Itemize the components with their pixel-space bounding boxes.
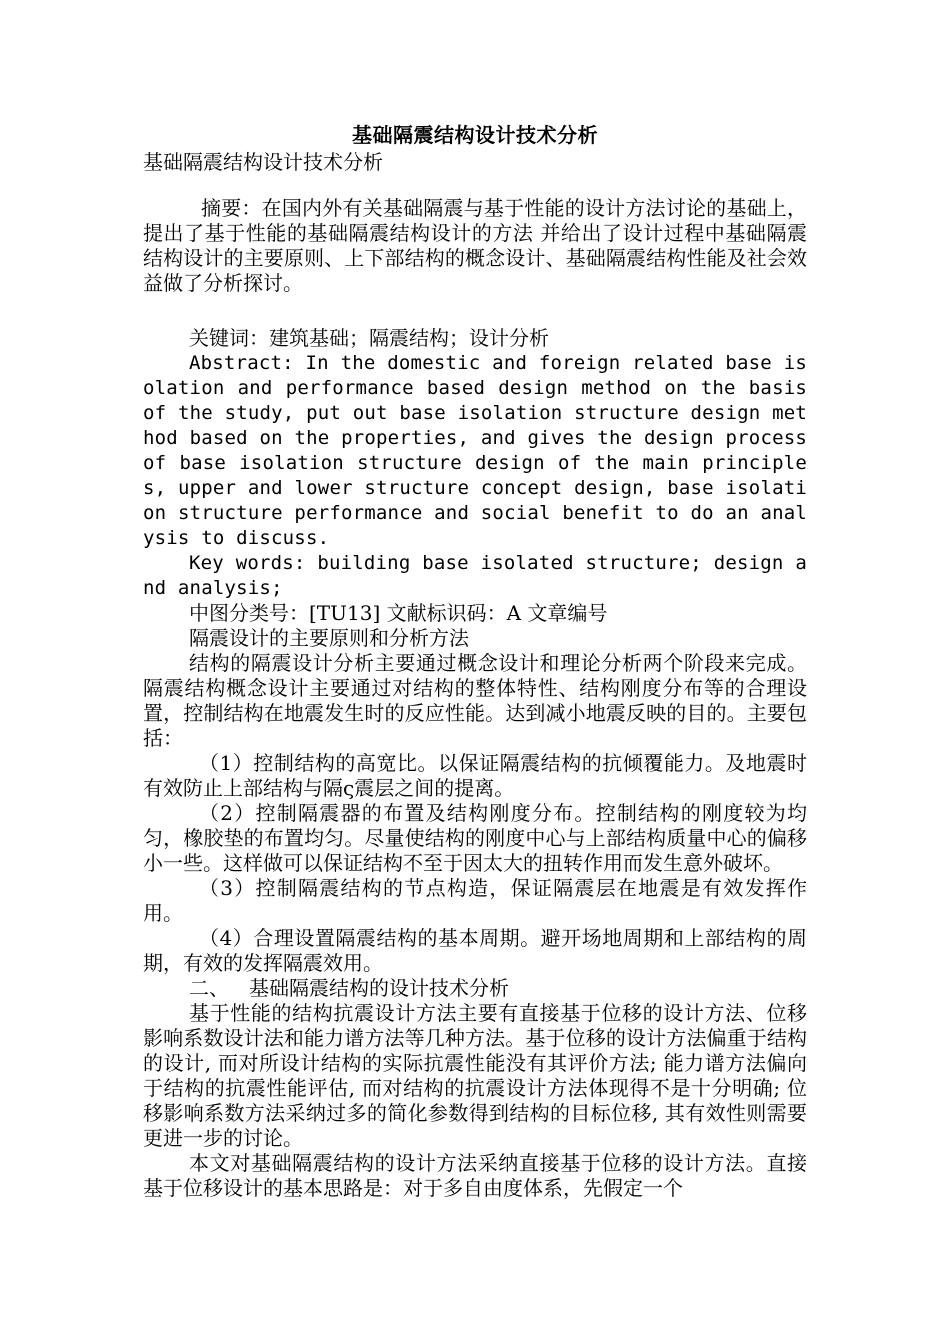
abstract-english: Abstract: In the domestic and foreign related base isolation and performance based design method on the basis of the study, put out base isolation structure design method based on the properties, and gives the design process of base isolation structure design of the main principles, upper and lower structure concept design, base isolation structure performance and social benefit to do an analysis to discuss. bbox=[143, 352, 807, 549]
document-page bbox=[143, 120, 807, 1201]
document-title: 基础隔震结构设计技术分析 bbox=[352, 123, 598, 147]
section2-paragraph-1: 基于性能的结构抗震设计方法主要有直接基于位移的设计方法、位移影响系数设计法和能力谱方法等几种方法。基于位移的设计方法偏重于结构的设计, 而对所设计结构的实际抗震性能没有其评价方法; 能力谱方法偏向于结构的抗震性能评估, 而对结构的抗震设计方法体现得不是十分明确; 位移影响系数方法采纳过多的简化参数得到结构的目标位移, 其有效性则需要更进一步的讨论。 bbox=[143, 1001, 807, 1150]
section2-number: 二、 bbox=[189, 976, 229, 1000]
principle-item-3: （3）控制隔震结构的节点构造，保证隔震层在地震是有效发挥作用。 bbox=[143, 876, 807, 925]
document-subtitle: 基础隔震结构设计技术分析 bbox=[143, 150, 383, 174]
section2-heading-line bbox=[143, 976, 807, 1001]
keywords-chinese: 关键词：建筑基础；隔震结构；设计分析 bbox=[189, 326, 549, 350]
keywords-english: Key words: building base isolated structure; design and analysis; bbox=[143, 552, 807, 599]
section1-intro: 结构的隔震设计分析主要通过概念设计和理论分析两个阶段来完成。隔震结构概念设计主要通过对结构的整体特性、结构刚度分布等的合理设置，控制结构在地震发生时的反应性能。达到减小地震反映的目的。主要包括： bbox=[143, 651, 807, 750]
abstract-chinese: 摘要：在国内外有关基础隔震与基于性能的设计方法讨论的基础上，提出了基于性能的基础隔震结构设计的方法 并给出了设计过程中基础隔震结构设计的主要原则、上下部结构的概念设计、基础隔震结构性能及社会效益做了分析探讨。 bbox=[143, 196, 807, 295]
section1-heading: 隔震设计的主要原则和分析方法 bbox=[189, 626, 469, 650]
principle-item-2: （2）控制隔震器的布置及结构刚度分布。控制结构的刚度较为均匀，橡胶垫的布置均匀。尽量使结构的刚度中心与上部结构质量中心的偏移小一些。这样做可以保证结构不至于因太大的扭转作用而发生意外破坏。 bbox=[143, 801, 807, 875]
classification-line: 中图分类号：[TU13] 文献标识码：A 文章编号 bbox=[189, 601, 608, 625]
section2-heading: 基础隔震结构的设计技术分析 bbox=[249, 976, 509, 1000]
principle-item-1: （1）控制结构的高宽比。以保证隔震结构的抗倾覆能力。及地震时有效防止上部结构与隔ς震层之间的提离。 bbox=[143, 751, 807, 800]
principle-item-4: （4）合理设置隔震结构的基本周期。避开场地周期和上部结构的周期，有效的发挥隔震效用。 bbox=[143, 926, 807, 975]
section2-paragraph-2: 本文对基础隔震结构的设计方法采纳直接基于位移的设计方法。直接基于位移设计的基本思路是：对于多自由度体系，先假定一个 bbox=[143, 1151, 807, 1200]
